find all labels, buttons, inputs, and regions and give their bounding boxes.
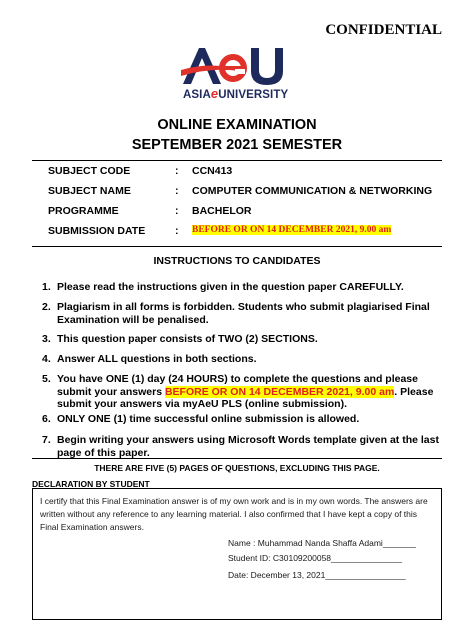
confidential-label: CONFIDENTIAL xyxy=(325,22,442,38)
instruction-item: 7. Begin writing your answers using Microsoft Words template given at the last page of this paper. xyxy=(42,434,439,459)
declaration-title: DECLARATION BY STUDENT xyxy=(32,479,150,489)
date-line: Date: December 13, 2021_________________ xyxy=(228,570,406,580)
instruction-item: 4. Answer ALL questions in both sections. xyxy=(42,353,257,365)
exam-title: ONLINE EXAMINATION xyxy=(157,117,317,133)
divider-bottom xyxy=(32,458,442,459)
instruction-item: 3. This question paper consists of TWO (2) SECTIONS. xyxy=(42,333,318,345)
declaration-text: I certify that this Final Examination answer is of my own work and is in my own words. The answers are written without any reference to any learning material. I also confirmed that I have kept a copy of this Final Examination answers. xyxy=(40,496,428,532)
pages-note: THERE ARE FIVE (5) PAGES OF QUESTIONS, EXCLUDING THIS PAGE. xyxy=(94,463,380,473)
student-id-line: Student ID: C30109200058_______________ xyxy=(228,553,402,563)
instructions-heading: INSTRUCTIONS TO CANDIDATES xyxy=(153,255,321,267)
instruction-item: 2. Plagiarism in all forms is forbidden. Students who submit plagiarised Final Examination will be penalised. xyxy=(42,301,430,326)
instruction-item: 1. Please read the instructions given in the question paper CAREFULLY. xyxy=(42,281,404,293)
divider-middle xyxy=(32,246,442,247)
instruction-item: 5. You have ONE (1) day (24 HOURS) to complete the questions and please submit your answers BEFORE OR ON 14 DECEMBER 2021, 9.00 am. Please submit your answers via myAeU PLS (online submission). xyxy=(42,373,434,410)
divider-top xyxy=(32,160,442,161)
instruction-item: 6. ONLY ONE (1) time successful online submission is allowed. xyxy=(42,413,360,425)
logo-subtitle: ASIAeUNIVERSITY xyxy=(183,86,289,101)
student-name-line: Name : Muhammad Nanda Shaffa Adami_______ xyxy=(228,538,416,548)
semester-title: SEPTEMBER 2021 SEMESTER xyxy=(131,137,343,153)
